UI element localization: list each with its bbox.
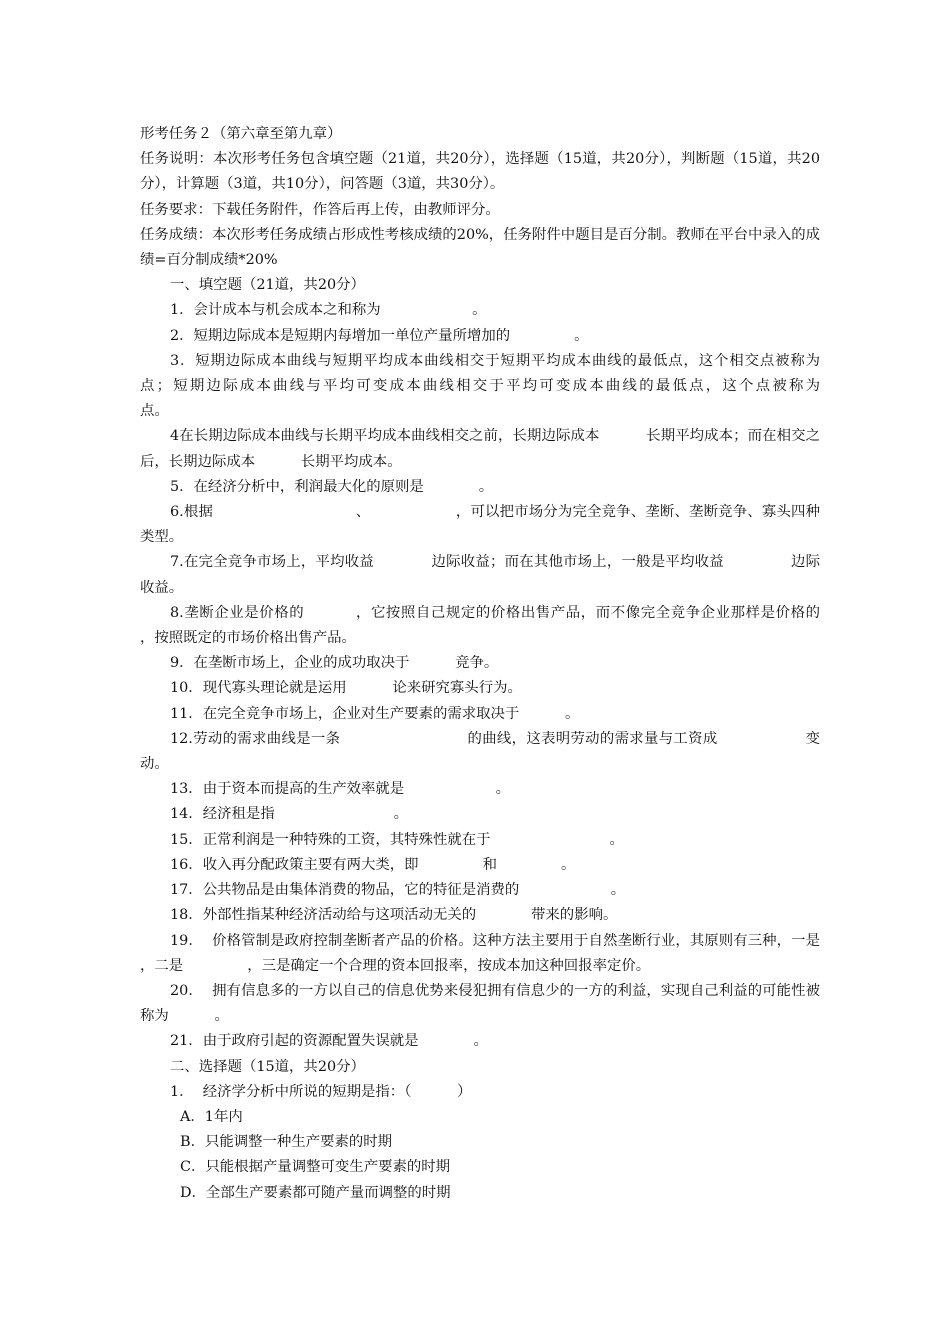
question-18: 18．外部性指某种经济活动给与这项活动无关的 带来的影响。 — [170, 907, 618, 924]
question-5: 5．在经济分析中，利润最大化的原则是 。 — [170, 478, 494, 495]
choice-option-c: C．只能根据产量调整可变生产要素的时期 — [180, 1159, 451, 1176]
question-21: 21．由于政府引起的资源配置失误就是 。 — [170, 1033, 488, 1050]
question-2: 2．短期边际成本是短期内每增加一单位产量所增加的 。 — [170, 327, 589, 344]
question-7: 7.在完全竞争市场上，平均收益 边际收益；而在其他市场上，一般是平均收益 边际收益。 — [140, 554, 820, 596]
section-heading-fill-blank: 一、填空题（21道，共20分） — [170, 277, 365, 294]
choice-option-a: A．1年内 — [180, 1108, 243, 1125]
question-19: 19． 价格管制是政府控制垄断者产品的价格。这种方法主要用于自然垄断行业，其原则有三种，一是 ，二是 ，三是确定一个合理的资本回报率，按成本加这种回报率定价。 — [140, 932, 885, 974]
doc-title: 形考任务２（第六章至第九章） — [140, 126, 342, 142]
question-1: 1．会计成本与机会成本之和称为 。 — [170, 302, 487, 319]
question-14: 14．经济租是指 。 — [170, 806, 408, 823]
question-8: 8.垄断企业是价格的 ，它按照自己规定的价格出售产品，而不像完全竞争企业那样是价格的 ，按照既定的市场价格出售产品。 — [140, 604, 885, 647]
question-4: 4在长期边际成本曲线与长期平均成本曲线相交之前，长期边际成本 长期平均成本；而在相交之后，长期边际成本 长期平均成本。 — [140, 428, 820, 470]
question-20: 20． 拥有信息多的一方以自己的信息优势来侵犯拥有信息少的一方的利益，实现自己利益的可能性被称为 。 — [140, 982, 820, 1025]
question-9: 9．在垄断市场上，企业的成功取决于 竞争。 — [170, 655, 499, 672]
question-10: 10．现代寡头理论就是运用 论来研究寡头行为。 — [170, 680, 522, 697]
task-description: 任务说明：本次形考任务包含填空题（21道，共20分），选择题（15道，共20分），判断题（15道，共20分），计算题（3道，共10分），问答题（3道，共30分）。 — [140, 151, 820, 193]
question-15: 15．正常利润是一种特殊的工资，其特殊性就在于 。 — [170, 831, 624, 848]
question-3: 3．短期边际成本曲线与短期平均成本曲线相交于短期平均成本曲线的最低点，这个相交点被称为 点；短期边际成本曲线与平均可变成本曲线相交于平均可变成本曲线的最低点，这个点被称为 点。 — [140, 352, 885, 420]
question-11: 11．在完全竞争市场上，企业对生产要素的需求取决于 。 — [170, 705, 580, 722]
question-17: 17．公共物品是由集体消费的物品，它的特征是消费的 。 — [170, 882, 626, 899]
question-6: 6.根据 、 ，可以把市场分为完全竞争、垄断、垄断竞争、寡头四种类型。 — [140, 504, 820, 546]
question-13: 13．由于资本而提高的生产效率就是 。 — [170, 781, 511, 798]
section-heading-choice: 二、选择题（15道，共20分） — [170, 1058, 365, 1075]
question-12: 12.劳动的需求曲线是一条 的曲线，这表明劳动的需求量与工资成 变动。 — [140, 730, 820, 773]
task-score: 任务成绩：本次形考任务成绩占形成性考核成绩的20%，任务附件中题目是百分制。教师在平台中录入的成绩=百分制成绩*20% — [140, 226, 820, 269]
question-16: 16．收入再分配政策主要有两大类，即 和 。 — [170, 856, 576, 873]
choice-option-d: D．全部生产要素都可随产量而调整的时期 — [180, 1184, 451, 1201]
document-page — [140, 122, 885, 1206]
choice-option-b: B．只能调整一种生产要素的时期 — [180, 1134, 393, 1151]
task-requirement: 任务要求：下载任务附件，作答后再上传，由教师评分。 — [140, 201, 500, 218]
choice-question-1: 1． 经济学分析中所说的短期是指：（ ） — [170, 1083, 472, 1100]
